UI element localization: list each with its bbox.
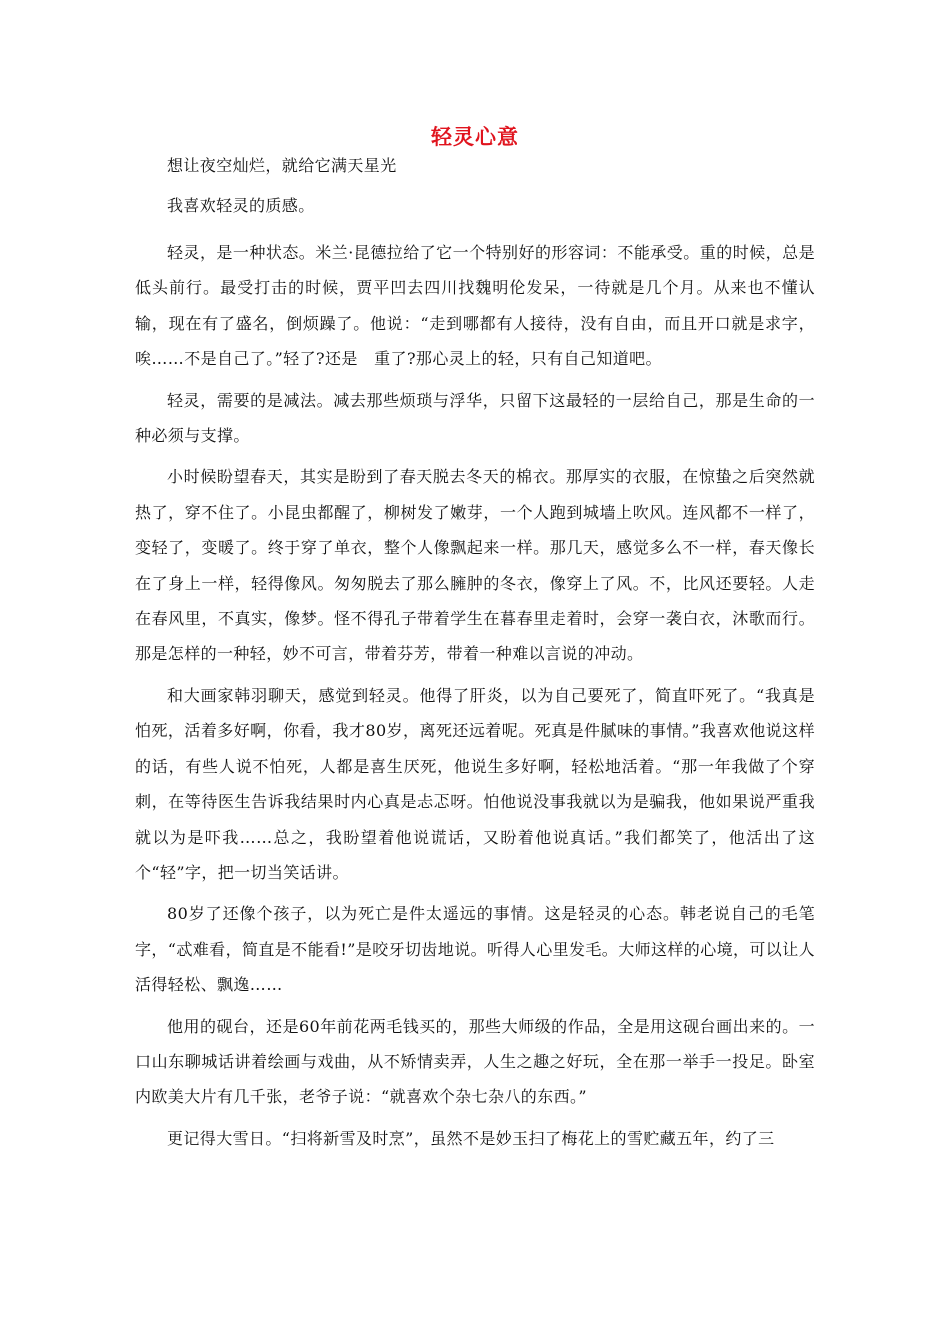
paragraph-subtitle: 想让夜空灿烂，就给它满天星光 (167, 156, 397, 175)
document-title: 轻灵心意 (431, 124, 519, 149)
paragraph: 他用的砚台，还是60年前花两毛钱买的，那些大师级的作品，全是用这砚台画出来的。一口山东聊城话讲着绘画与戏曲，从不矫情卖弄，人生之趣之好玩，全在那一举手一投足。卧室内欧美大片有几千张，老爷子说：“就喜欢个杂七杂八的东西。” (135, 1016, 815, 1107)
paragraph: 轻灵，需要的是减法。减去那些烦琐与浮华，只留下这最轻的一层给自己，那是生命的一种必须与支撑。 (135, 390, 815, 446)
paragraph: 我喜欢轻灵的质感。 (167, 196, 315, 215)
paragraph: 小时候盼望春天，其实是盼到了春天脱去冬天的棉衣。那厚实的衣服，在惊蛰之后突然就热了，穿不住了。小昆虫都醒了，柳树发了嫩芽，一个人跑到城墙上吹风。连风都不一样了，变轻了，变暖了。终于穿了单衣，整个人像飘起来一样。那几天，感觉多么不一样，春天像长在了身上一样，轻得像风。匆匆脱去了那么臃肿的冬衣，像穿上了风。不，比风还要轻。人走在春风里，不真实，像梦。怪不得孔子带着学生在暮春里走着时，会穿一袭白衣，沐歌而行。那是怎样的一种轻，妙不可言，带着芬芳，带着一种难以言说的冲动。 (135, 467, 815, 664)
paragraph: 更记得大雪日。“扫将新雪及时烹”，虽然不是妙玉扫了梅花上的雪贮藏五年，约了三 (167, 1128, 775, 1148)
paragraph: 和大画家韩羽聊天，感觉到轻灵。他得了肝炎，以为自己要死了，简直吓死了。“我真是怕死，活着多好啊，你看，我才80岁，离死还远着呢。死真是件腻味的事情。”我喜欢他说这样的话，有些人说不怕死，人都是喜生厌死，他说生多好啊，轻松地活着。“那一年我做了个穿刺，在等待医生告诉我结果时内心真是忐忑呀。怕他说没事我就以为是骗我，他如果说严重我就以为是吓我……总之，我盼望着他说谎话，又盼着他说真话。”我们都笑了，他活出了这个“轻”字，把一切当笑话讲。 (135, 685, 815, 882)
document-body (135, 151, 815, 1162)
paragraph: 轻灵，是一种状态。米兰·昆德拉给了它一个特别好的形容词：不能承受。重的时候，总是低头前行。最受打击的时候，贾平凹去四川找魏明伦发呆，一待就是几个月。从来也不懂认输，现在有了盛名，倒烦躁了。他说：“走到哪都有人接待，没有自由，而且开口就是求字，唉……不是自己了。”轻了?还是 重了?那心灵上的轻，只有自己知道吧。 (135, 243, 815, 369)
paragraph: 80岁了还像个孩子，以为死亡是件太遥远的事情。这是轻灵的心态。韩老说自己的毛笔字，“忒难看，简直是不能看!”是咬牙切齿地说。听得人心里发毛。大师这样的心境，可以让人活得轻松、飘逸…… (135, 904, 815, 995)
